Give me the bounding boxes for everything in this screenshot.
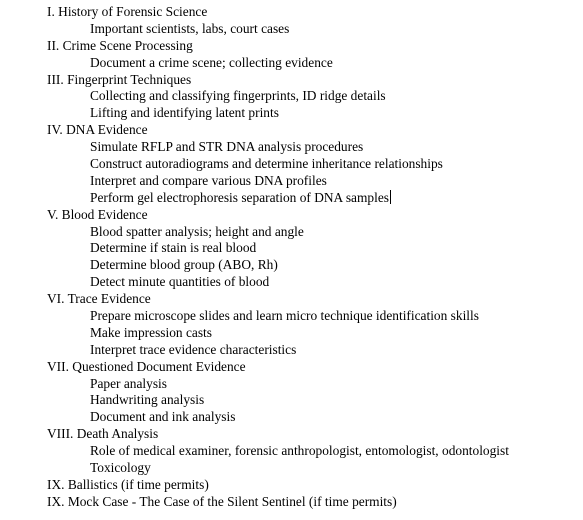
outline-subitem	[47, 139, 577, 156]
outline-subitem	[47, 21, 577, 38]
outline-subitem-text: Document and ink analysis	[90, 409, 236, 425]
outline-subitem	[47, 274, 577, 291]
outline-item-title: II. Crime Scene Processing	[47, 37, 193, 53]
outline-subitem-text: Handwriting analysis	[90, 392, 205, 408]
outline-item-title: VIII. Death Analysis	[47, 426, 159, 442]
outline-subitem	[47, 342, 577, 359]
outline-subitem-text: Paper analysis	[90, 375, 167, 391]
outline-subitem	[47, 392, 577, 409]
outline-subitem-text: Interpret and compare various DNA profiles	[90, 172, 327, 188]
outline-subitem	[47, 409, 577, 426]
outline-subitem-text: Prepare microscope slides and learn micro technique identification skills	[90, 308, 479, 324]
outline-subitem	[47, 190, 577, 207]
outline-subitem-text: Collecting and classifying fingerprints, ID ridge details	[90, 88, 386, 104]
outline-subitem-text: Document a crime scene; collecting evidence	[90, 54, 333, 70]
outline-subitem	[47, 156, 577, 173]
outline-subitem	[47, 240, 577, 257]
outline-subitem	[47, 224, 577, 241]
outline-subitem-text: Make impression casts	[90, 324, 212, 340]
outline-subitem	[47, 88, 577, 105]
outline-subitem-text: Determine if stain is real blood	[90, 240, 257, 256]
outline-subitem-text: Lifting and identifying latent prints	[90, 105, 279, 121]
outline-subitem-text: Blood spatter analysis; height and angle	[90, 223, 304, 239]
outline-item-title: IX. Mock Case - The Case of the Silent Sentinel (if time permits)	[47, 493, 397, 509]
outline-subitem	[47, 308, 577, 325]
outline-item-title: I. History of Forensic Science	[47, 4, 208, 19]
outline-item-title: V. Blood Evidence	[47, 206, 148, 222]
outline-item-title: VII. Questioned Document Evidence	[47, 358, 246, 374]
outline-subitem	[47, 443, 577, 460]
outline-subitem-text: Detect minute quantities of blood	[90, 274, 270, 290]
outline-subitem	[47, 105, 577, 122]
outline-subitem	[47, 376, 577, 393]
outline-item-title: VI. Trace Evidence	[47, 291, 151, 307]
outline-subitem-text: Simulate RFLP and STR DNA analysis procedures	[90, 139, 364, 155]
outline-subitem	[47, 460, 577, 477]
outline-subitem-text: Interpret trace evidence characteristics	[90, 341, 297, 357]
outline-subitem-text: Determine blood group (ABO, Rh)	[90, 257, 278, 273]
outline-subitem-text: Toxicology	[90, 460, 151, 476]
outline-subitem	[47, 257, 577, 274]
outline-item-title: IV. DNA Evidence	[47, 122, 148, 138]
outline-subitem	[47, 325, 577, 342]
outline-subitem-text: Role of medical examiner, forensic anthropologist, entomologist, odontologist	[90, 443, 509, 459]
course-outline	[47, 4, 577, 511]
text-cursor	[390, 190, 391, 204]
outline-subitem-text: Important scientists, labs, court cases	[90, 20, 290, 36]
outline-subitem	[47, 55, 577, 72]
outline-item-title: IX. Ballistics (if time permits)	[47, 476, 209, 492]
outline-subitem-text: Perform gel electrophoresis separation of DNA samples	[90, 189, 389, 205]
outline-item-title: III. Fingerprint Techniques	[47, 71, 192, 87]
outline-subitem-text: Construct autoradiograms and determine inheritance relationships	[90, 156, 443, 172]
outline-subitem	[47, 173, 577, 190]
